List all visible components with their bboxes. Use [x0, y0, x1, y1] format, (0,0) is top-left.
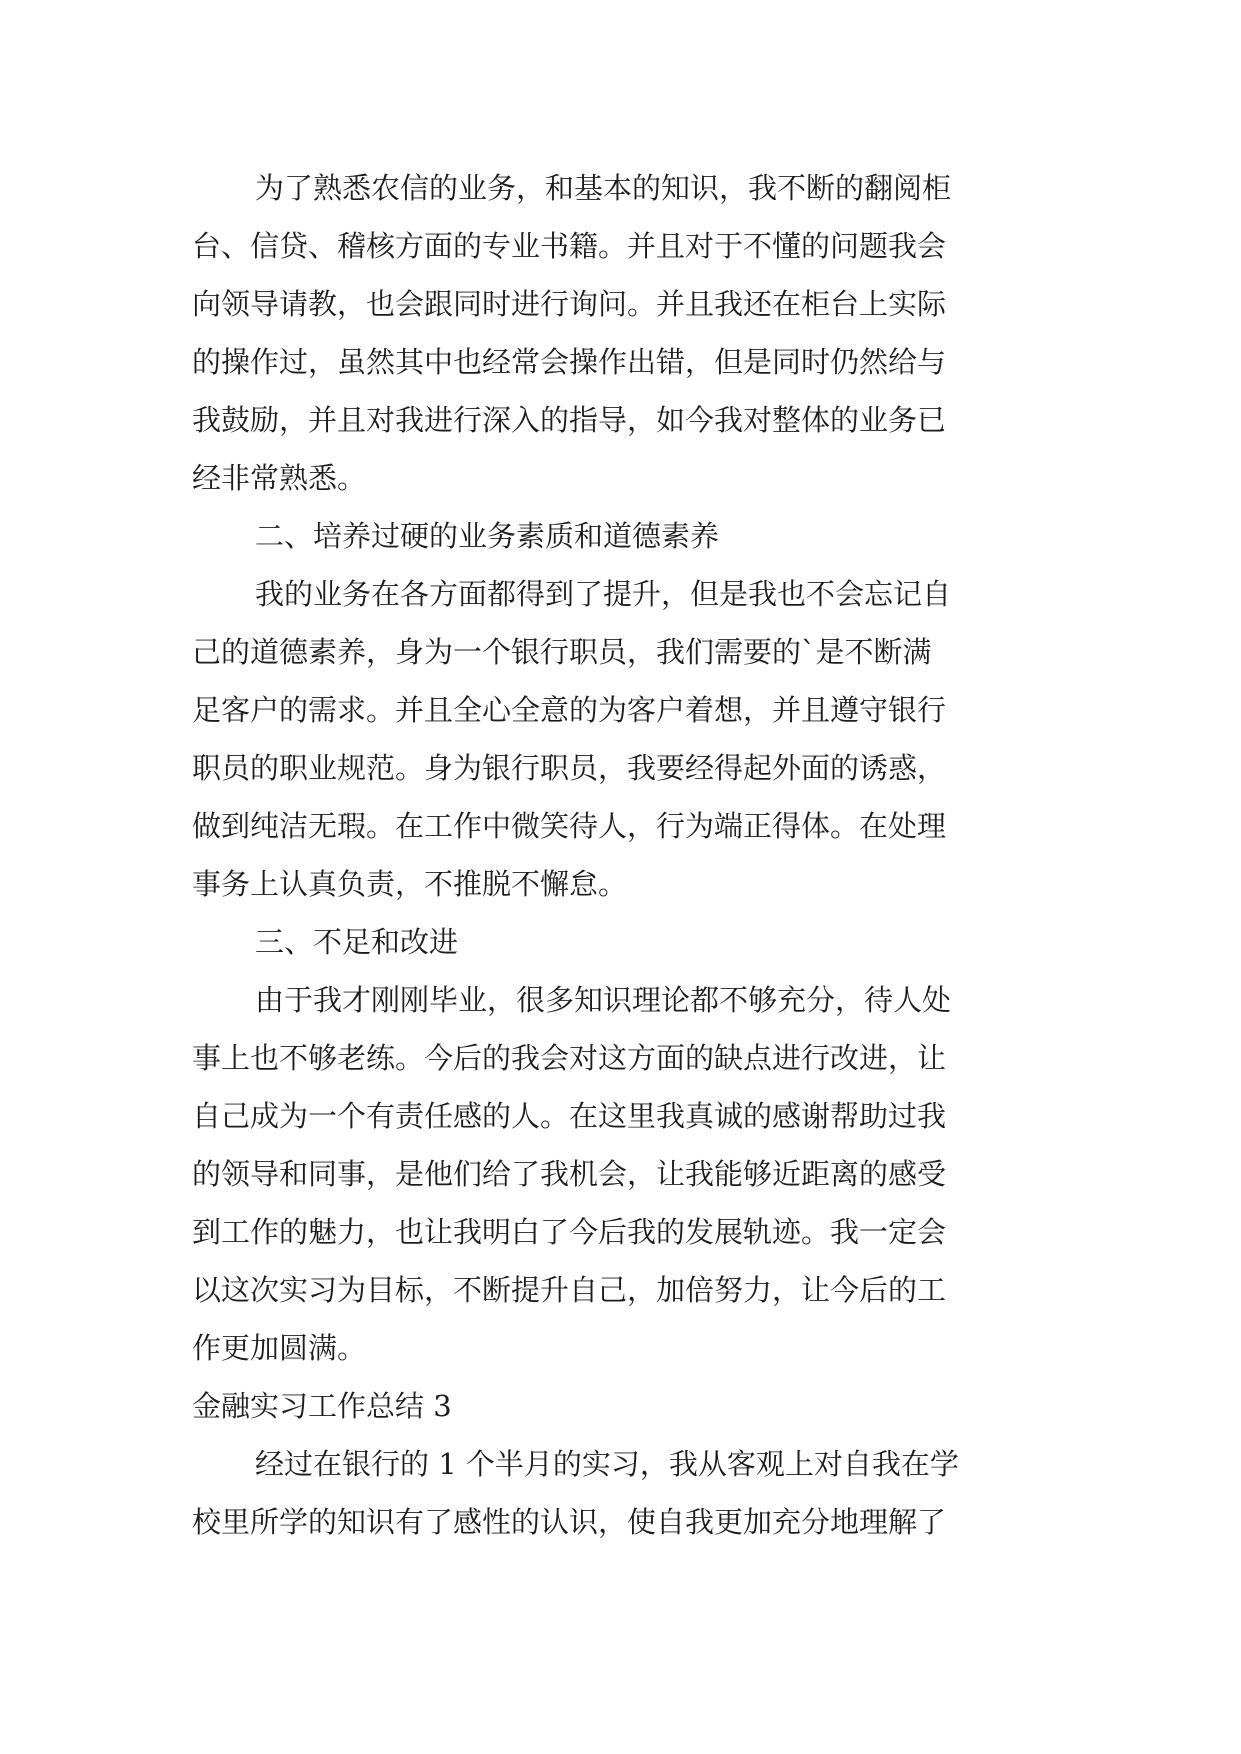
paragraph-line: 到工作的魅力，也让我明白了今后我的发展轨迹。我一定会 [192, 1215, 947, 1249]
paragraph-line: 职员的职业规范。身为银行职员，我要经得起外面的诱惑， [192, 751, 947, 785]
paragraph-line: 的操作过，虽然其中也经常会操作出错，但是同时仍然给与 [192, 345, 947, 379]
paragraph-line: 校里所学的知识有了感性的认识，使自我更加充分地理解了 [192, 1505, 947, 1539]
paragraph-line: 做到纯洁无瑕。在工作中微笑待人，行为端正得体。在处理 [192, 809, 947, 843]
paragraph-line: 经过在银行的 1 个半月的实习，我从客观上对自我在学 [255, 1447, 959, 1481]
paragraph-line: 己的道德素养，身为一个银行职员，我们需要的`是不断满 [192, 635, 932, 669]
paragraph-line: 的领导和同事，是他们给了我机会，让我能够近距离的感受 [192, 1157, 947, 1191]
paragraph-line: 向领导请教，也会跟同时进行询问。并且我还在柜台上实际 [192, 287, 947, 321]
paragraph-line: 经非常熟悉。 [192, 461, 367, 495]
paragraph-line: 我的业务在各方面都得到了提升，但是我也不会忘记自 [255, 577, 952, 611]
paragraph-line: 台、信贷、稽核方面的专业书籍。并且对于不懂的问题我会 [192, 229, 947, 263]
section-heading: 三、不足和改进 [255, 925, 459, 959]
section-heading: 二、培养过硬的业务素质和道德素养 [255, 519, 720, 553]
paragraph-line: 作更加圆满。 [192, 1331, 367, 1365]
paragraph-line: 以这次实习为目标，不断提升自己，加倍努力，让今后的工 [192, 1273, 947, 1307]
document-title: 金融实习工作总结 3 [192, 1389, 452, 1423]
paragraph-line: 为了熟悉农信的业务，和基本的知识，我不断的翻阅柜 [255, 171, 952, 205]
paragraph-line: 我鼓励，并且对我进行深入的指导，如今我对整体的业务已 [192, 403, 947, 437]
paragraph-line: 自己成为一个有责任感的人。在这里我真诚的感谢帮助过我 [192, 1099, 947, 1133]
paragraph-line: 事务上认真负责，不推脱不懈怠。 [192, 867, 628, 901]
paragraph-line: 事上也不够老练。今后的我会对这方面的缺点进行改进，让 [192, 1041, 947, 1075]
paragraph-line: 足客户的需求。并且全心全意的为客户着想，并且遵守银行 [192, 693, 947, 727]
paragraph-line: 由于我才刚刚毕业，很多知识理论都不够充分，待人处 [255, 983, 952, 1017]
